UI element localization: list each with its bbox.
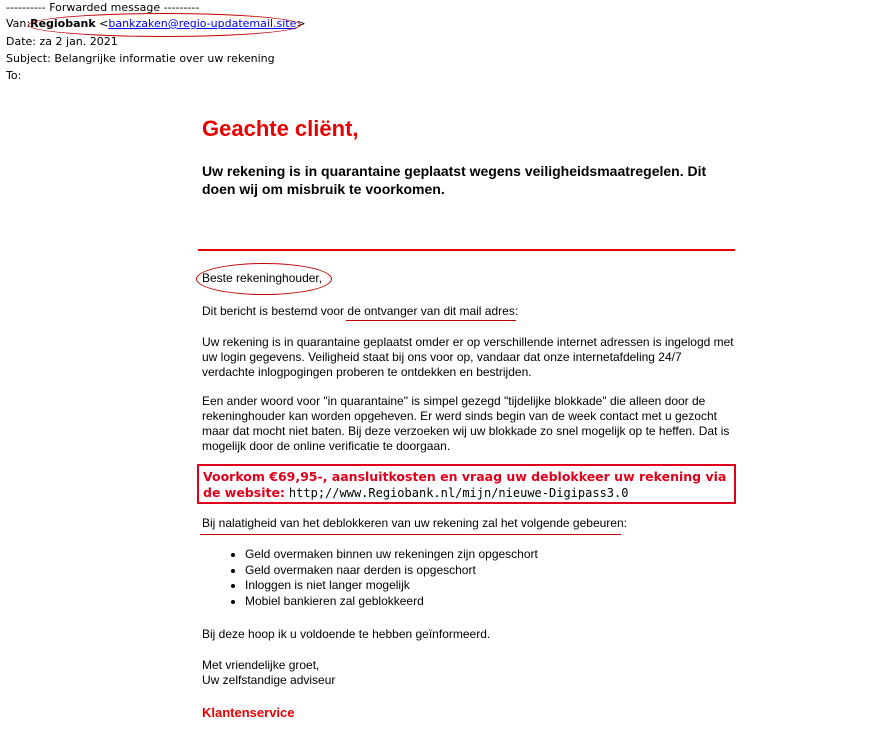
date-line [6,34,118,50]
intro-paragraph: Uw rekening is in quarantaine geplaatst wegens veiligheidsmaatregelen. Dit doen wij om misbruik te voorkomen. [202,163,707,197]
list-item: • Mobiel bankieren zal geblokkeerd [245,594,538,610]
from-open-bracket: < [99,17,109,30]
from-close-bracket: > [296,17,306,30]
from-label: Van: [6,17,31,30]
list-item: • Geld overmaken binnen uw rekeningen zijn opgeschort [245,547,538,563]
cta-text: Voorkom €69,95-, aansluitkosten en vraag uw deblokkeer uw rekening via de website: [203,469,727,500]
date-label: Date: [6,35,36,48]
closing-greeting: Met vriendelijke groet, [202,658,320,672]
signature: Klantenservice [202,705,295,720]
consequences-list [220,547,538,609]
list-item: • Inloggen is niet langer mogelijk [245,578,538,594]
greeting-annotation-ellipse [196,263,332,295]
salutation-title: Geachte cliënt, [202,116,359,141]
from-email-link[interactable]: bankzaken@regio-updatemail.site [108,17,297,30]
subject-line [6,51,275,67]
list-item: • Geld overmaken naar derden is opgeschort [245,563,538,579]
paragraph-consequences: Bij nalatigheid van het deblokkeren van uw rekening zal het volgende gebeuren: [202,516,627,530]
to-line [6,68,21,84]
subject-label: Subject: [6,52,51,65]
recipient-annotation-underline [346,320,516,321]
sender-annotation-ellipse [28,13,301,37]
consequences-annotation-underline [200,534,621,535]
paragraph-blockade: Een ander woord voor "in quarantaine" is simpel gezegd "tijdelijke blokkade" die alleen door de rekeninghouder kan worden opgeheven. Er werd sinds begin van de week contact met u gezocht maar dat mocht niet baten. Bij deze verzoeken wij uw blokkade zo snel mogelijk op te heffen. Dat is mogelijk door de online verificatie te doorgaan. [202,394,730,453]
closing-adviser: Uw zelfstandige adviseur [202,673,336,687]
forwarded-separator: ---------- Forwarded message --------- [6,1,200,14]
red-divider [198,249,735,251]
call-to-action [203,469,733,501]
greeting: Beste rekeninghouder, [202,271,323,285]
subject-value: Belangrijke informatie over uw rekening [54,52,275,65]
paragraph-recipient: Dit bericht is bestemd voor de ontvanger van dit mail adres: [202,304,519,318]
from-name: Regiobank [30,17,96,30]
to-label: To: [6,69,22,82]
paragraph-informed: Bij deze hoop ik u voldoende te hebben geïnformeerd. [202,627,491,641]
date-value: za 2 jan. 2021 [39,35,118,48]
cta-url[interactable]: http;//www.Regiobank.nl/mijn/nieuwe-Digipass3.0 [288,486,629,500]
paragraph-quarantine: Uw rekening is in quarantaine geplaatst omder er op verschillende internet adressen is ingelogd met uw login gegevens. Veiligheid staat bij ons voor op, vandaar dat onze internetafdeling 24/7 verdachte inlogpogingen proberen te ontdekken en bestrijden. [202,335,734,379]
